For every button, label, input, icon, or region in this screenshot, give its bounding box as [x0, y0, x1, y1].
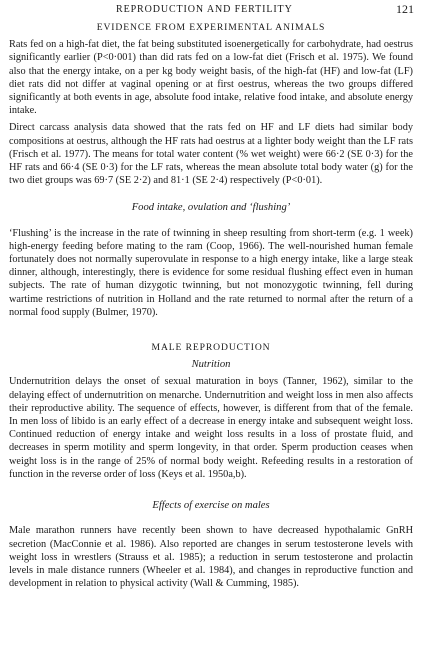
paragraph-experimental-2: Direct carcass analysis data showed that the rats fed on HF and LF diets had similar body compositions at oestrus, although the HF rats had oestrus at a lighter body weight than the LF rats (Frisch et al. 1977). The means for total water content (% wet weight) were 66·2 (SE 0·3) for the HF rats and 66·4 (SE 0·3) for the LF rats, whereas the mean absolute total body water (g) for the two diet groups was 69·7 (SE 2·2) and 81·1 (SE 2·4) respectively (P<0·01).	[9, 122, 413, 187]
paragraph-flushing-1: ‘Flushing’ is the increase in the rate of twinning in sheep resulting from short-term (e.g. 1 week) high-energy feeding before mating to the ram (Coop, 1966). The well-nourished human female fortunately does not normally superovulate in response to a high energy intake, like a large steak dinner, although, interestingly, there is evidence for some residual flushing effect even in human subjects. The rate of human dizygotic twinning, but not monozygotic twinning, fell during wartime restrictions of nutrition in Holland and the rate returned to normal after the return of a normal food supply (Bulmer, 1970).	[9, 227, 413, 318]
section-heading-experimental: EVIDENCE FROM EXPERIMENTAL ANIMALS	[96, 22, 326, 33]
paragraph-exercise-1: Male marathon runners have recently been shown to have decreased hypothalamic GnRH secretion (MacConnie et al. 1986). Also reported are changes in serum testosterone levels with weight loss in wrestlers (Strauss et al. 1985); a reduction in serum testosterone and prolactin levels in male distance runners (Wheeler et al. 1984), and changes in reproductive function and development in relation to physical activity (Wall & Cumming, 1985).	[9, 525, 413, 590]
running-head: REPRODUCTION AND FERTILITY	[116, 4, 293, 15]
section-heading-flushing: Food intake, ovulation and ‘flushing’	[131, 202, 291, 214]
page-number: 121	[396, 2, 414, 16]
paragraph-experimental-1: Rats fed on a high-fat diet, the fat being substituted isoenergetically for carbohydrate, had oestrus significantly earlier (P<0·001) than did rats fed on a low-fat diet (Frisch et al. 1975). We found also that the energy intake, on a per kg body weight basis, of the high-fat (HF) and low-fat (LF) diet rats did not differ at vaginal opening or at first oestrus, whereas the two groups differed significantly at both events in age, absolute food intake, relative food intake, and absolute energy intake.	[9, 39, 413, 117]
section-heading-exercise: Effects of exercise on males	[152, 500, 270, 512]
subsection-heading-nutrition: Nutrition	[191, 359, 231, 371]
page-body	[9, 21, 413, 590]
section-heading-male-reproduction: MALE REPRODUCTION	[151, 342, 271, 354]
paragraph-nutrition-1: Undernutrition delays the onset of sexual maturation in boys (Tanner, 1962), similar to the delaying effect of undernutrition on menarche. Undernutrition and weight loss in men also affects their reproductive ability. The sequence of effects, however, is different from that of the female. In men loss of libido is an early effect of a decrease in energy intake and subsequent weight loss. Continued reduction of energy intake and weight loss results in a loss of prostate fluid, and decreases in sperm motility and sperm longevity, in that order. Sperm production ceases when weight loss is in the range of 25% of normal body weight. Refeeding results in a restoration of function in the reverse order of loss (Keys et al. 1950a,b).	[9, 376, 413, 480]
